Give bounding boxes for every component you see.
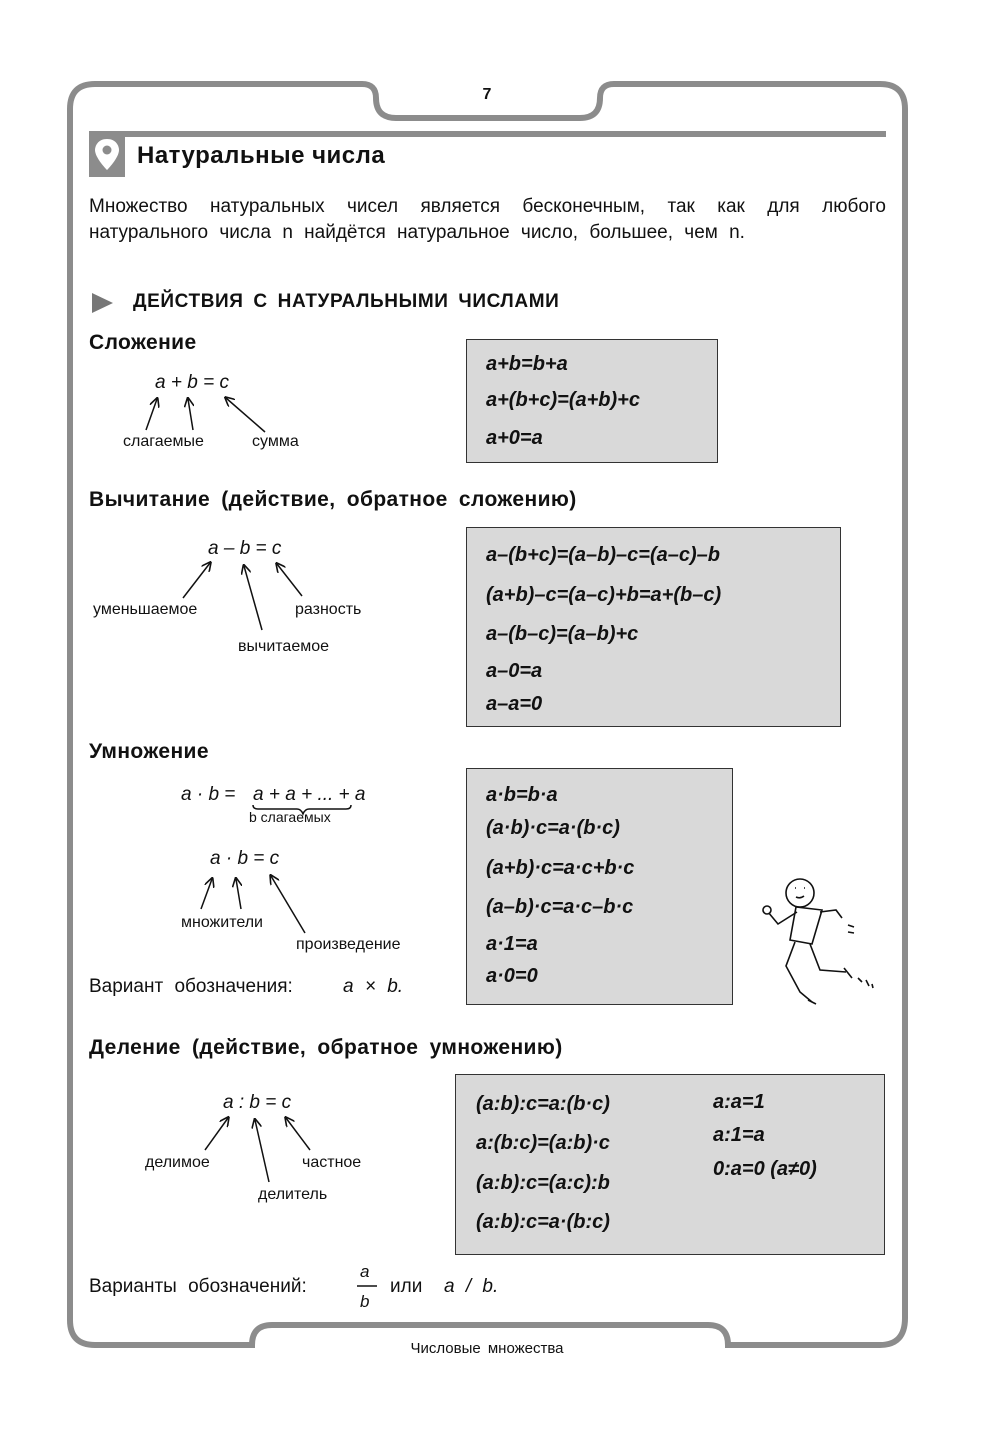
section-heading: ДЕЙСТВИЯ С НАТУРАЛЬНЫМИ ЧИСЛАМИ — [133, 291, 560, 312]
footer-text: Числовые множества — [410, 1340, 564, 1357]
arrow — [188, 399, 193, 430]
multiplication-sum-left: a · b = — [181, 784, 236, 805]
addends-label: слагаемые — [123, 433, 204, 450]
division-rule: a:a=1 — [713, 1091, 765, 1113]
multiplication-rule: (a–b)·c=a·c–b·c — [486, 896, 634, 918]
fraction-numerator: a — [360, 1262, 370, 1281]
multiplication-variant-label: Вариант обозначения: — [89, 976, 293, 997]
arrow — [255, 1120, 269, 1182]
addition-rule: a+(b+c)=(a+b)+c — [486, 389, 640, 411]
arrow — [146, 399, 157, 430]
fraction-denominator: b — [360, 1292, 370, 1311]
multiplication-rule: a·1=a — [486, 933, 538, 955]
addition-formula: a + b = c — [155, 372, 229, 393]
division-variants-label: Варианты обозначений: — [89, 1276, 307, 1297]
addition-heading: Сложение — [89, 331, 197, 354]
brace-label: b слагаемых — [249, 809, 331, 825]
addition-rule: a+0=a — [486, 427, 543, 449]
quotient-label: частное — [302, 1154, 362, 1171]
factors-label: множители — [181, 914, 263, 931]
arrow — [244, 566, 262, 630]
division-rule: a:1=a — [713, 1124, 765, 1146]
multiplication-rule: (a+b)·c=a·c+b·c — [486, 857, 635, 879]
subtraction-heading: Вычитание (действие, обратное сложению) — [89, 488, 577, 511]
intro-paragraph: Множество натуральных чисел является бесконечным, так как для любого натурального числа n найдётся натуральное число, большее, чем n. — [89, 196, 886, 243]
sum-label: сумма — [252, 433, 299, 450]
subtraction-rule: a–0=a — [486, 660, 543, 682]
dividend-label: делимое — [145, 1154, 210, 1171]
minuend-label: уменьшаемое — [93, 601, 198, 618]
arrow — [277, 564, 302, 596]
subtraction-rule: a–a=0 — [486, 693, 543, 715]
arrow — [286, 1118, 310, 1150]
arrow — [205, 1118, 228, 1150]
division-formula: a : b = c — [223, 1092, 292, 1113]
multiplication-rule: (a·b)·c=a·(b·c) — [486, 817, 620, 839]
arrow — [236, 879, 241, 909]
arrow — [271, 876, 305, 933]
difference-label: разность — [295, 601, 362, 618]
multiplication-sum-right: a + a + ... + a — [253, 784, 366, 805]
division-rule: 0:a=0 (a≠0) — [713, 1158, 817, 1180]
slash-variant: a / b. — [444, 1276, 499, 1297]
division-rule: (a:b):c=a·(b:c) — [476, 1211, 610, 1233]
page-title: Натуральные числа — [137, 142, 386, 169]
subtraction-formula: a – b = c — [208, 538, 282, 559]
multiplication-formula: a · b = c — [210, 848, 280, 869]
multiplication-rule: a·0=0 — [486, 965, 538, 987]
subtraction-rule: a–(b–c)=(a–b)+c — [486, 623, 639, 645]
division-rule: a:(b:c)=(a:b)·c — [476, 1132, 610, 1154]
or-word: или — [390, 1276, 423, 1297]
product-label: произведение — [296, 936, 401, 953]
arrow — [201, 879, 212, 909]
divisor-label: делитель — [258, 1186, 328, 1203]
multiplication-heading: Умножение — [89, 740, 209, 763]
arrow — [183, 563, 210, 598]
underbrace — [253, 805, 351, 814]
running-boy-illustration — [763, 879, 873, 1004]
subtraction-rule: a–(b+c)=(a–b)–c=(a–c)–b — [486, 544, 721, 566]
page-number: 7 — [482, 86, 492, 103]
division-heading: Деление (действие, обратное умножению) — [89, 1036, 563, 1059]
division-rule: (a:b):c=(a:c):b — [476, 1172, 610, 1194]
multiplication-variant-value: a × b. — [343, 976, 404, 997]
division-rule: (a:b):c=a:(b·c) — [476, 1093, 610, 1115]
subtraction-rule: (a+b)–c=(a–c)+b=a+(b–c) — [486, 584, 722, 606]
multiplication-rule: a·b=b·a — [486, 784, 558, 806]
arrow — [226, 398, 265, 432]
subtrahend-label: вычитаемое — [238, 638, 330, 655]
addition-rule: a+b=b+a — [486, 353, 568, 375]
